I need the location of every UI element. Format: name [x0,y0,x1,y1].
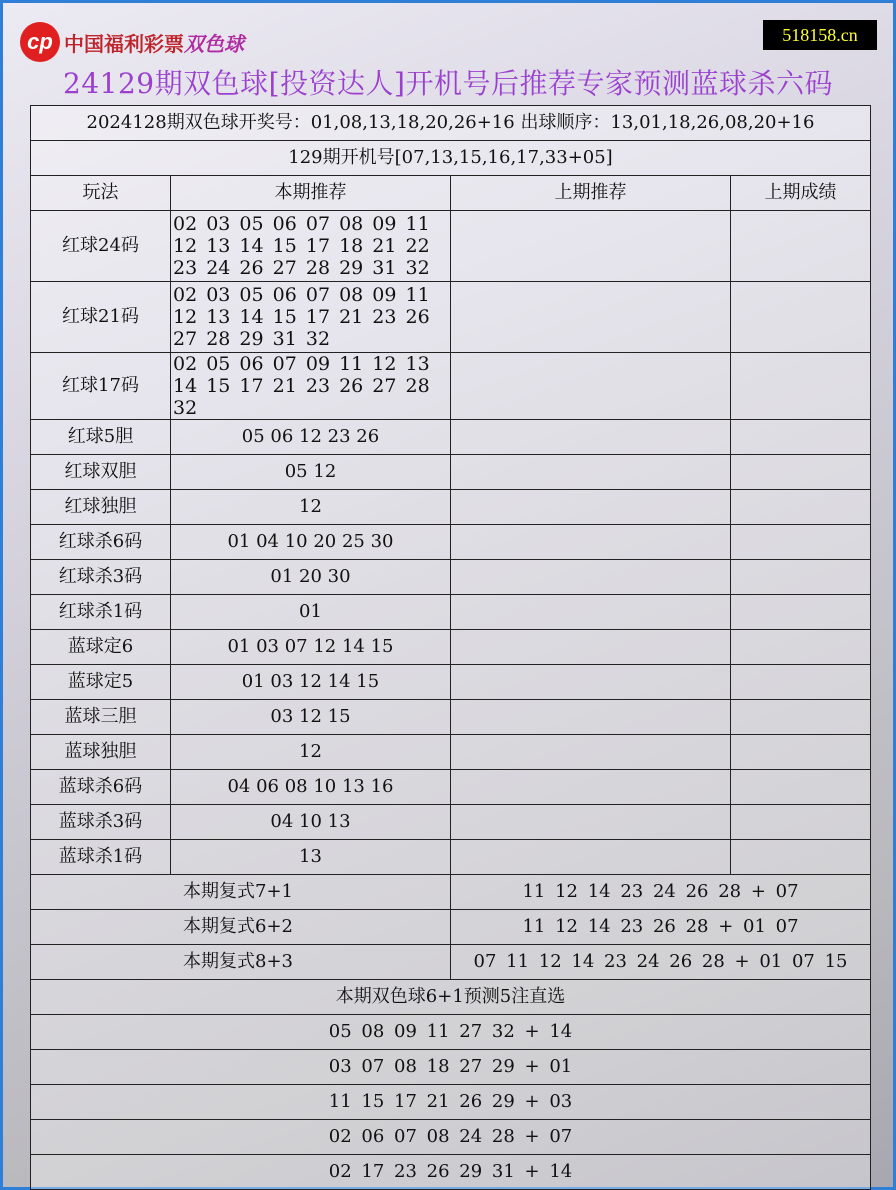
play-label: 蓝球杀6码 [31,770,171,805]
previous-recommendation [451,595,731,630]
compound-value: 11 12 14 23 24 26 28 + 07 [451,875,871,910]
table-row [31,630,871,665]
previous-result [731,560,871,595]
previous-recommendation [451,770,731,805]
header-cell: 上期推荐 [451,176,731,211]
previous-recommendation [451,630,731,665]
previous-result [731,805,871,840]
previous-result [731,525,871,560]
pick-row [31,1120,871,1155]
compound-label: 本期复式8+3 [31,945,451,980]
previous-result [731,353,871,420]
previous-recommendation [451,840,731,875]
pick-numbers: 05 08 09 11 27 32 + 14 [31,1015,871,1050]
header-cell: 本期推荐 [171,176,451,211]
logo-highlight: 双色球 [184,33,244,56]
pick-row [31,1085,871,1120]
play-label: 蓝球定6 [31,630,171,665]
header-cell: 上期成绩 [731,176,871,211]
machine-numbers: 129期开机号[07,13,15,16,17,33+05] [31,141,871,176]
header-row [31,176,871,211]
compound-row [31,910,871,945]
play-label: 红球21码 [31,282,171,353]
current-recommendation: 01 03 07 12 14 15 [171,630,451,665]
table-row [31,560,871,595]
current-recommendation: 02 03 05 06 07 08 09 11 12 13 14 15 17 18 21 22 23 24 26 27 28 29 31 32 [171,211,451,282]
previous-recommendation [451,665,731,700]
previous-result [731,211,871,282]
current-recommendation: 02 03 05 06 07 08 09 11 12 13 14 15 17 21 23 26 27 28 29 31 32 [171,282,451,353]
current-recommendation: 03 12 15 [171,700,451,735]
play-label: 红球5胆 [31,420,171,455]
play-label: 蓝球三胆 [31,700,171,735]
previous-recommendation [451,560,731,595]
previous-result [731,630,871,665]
prediction-table [30,105,871,1190]
previous-recommendation [451,490,731,525]
compound-value: 11 12 14 23 26 28 + 01 07 [451,910,871,945]
previous-result [731,595,871,630]
logo-text: 中国福利彩票 [64,33,184,56]
previous-recommendation [451,735,731,770]
previous-recommendation [451,211,731,282]
previous-result [731,665,871,700]
draw-info: 2024128期双色球开奖号：01,08,13,18,20,26+16 出球顺序：13,01,18,26,08,20+16 [31,106,871,141]
table-row [31,700,871,735]
pick-row [31,1015,871,1050]
previous-recommendation [451,525,731,560]
header-cell: 玩法 [31,176,171,211]
table-row [31,840,871,875]
play-label: 蓝球独胆 [31,735,171,770]
current-recommendation: 02 05 06 07 09 11 12 13 14 15 17 21 23 26 27 28 32 [171,353,451,420]
pick-row [31,1050,871,1085]
lottery-logo [20,22,244,62]
table-row [31,455,871,490]
previous-recommendation [451,420,731,455]
play-label: 蓝球杀1码 [31,840,171,875]
previous-recommendation [451,805,731,840]
compound-row [31,945,871,980]
current-recommendation: 05 12 [171,455,451,490]
table-row [31,595,871,630]
previous-recommendation [451,455,731,490]
current-recommendation: 01 03 12 14 15 [171,665,451,700]
current-recommendation: 05 06 12 23 26 [171,420,451,455]
table-row [31,282,871,353]
previous-result [731,770,871,805]
previous-result [731,490,871,525]
current-recommendation: 04 06 08 10 13 16 [171,770,451,805]
compound-label: 本期复式7+1 [31,875,451,910]
table-row [31,525,871,560]
play-label: 红球双胆 [31,455,171,490]
pick-numbers: 02 17 23 26 29 31 + 14 [31,1155,871,1190]
play-label: 蓝球杀3码 [31,805,171,840]
welfare-lottery-icon: cp [20,22,60,62]
previous-recommendation [451,282,731,353]
pick-row [31,1155,871,1190]
table-row [31,420,871,455]
table-row [31,353,871,420]
table-row [31,490,871,525]
previous-result [731,735,871,770]
table-row [31,735,871,770]
pick-numbers: 03 07 08 18 27 29 + 01 [31,1050,871,1085]
current-recommendation: 04 10 13 [171,805,451,840]
compound-value: 07 11 12 14 23 24 26 28 + 01 07 15 [451,945,871,980]
previous-recommendation [451,700,731,735]
pick-numbers: 02 06 07 08 24 28 + 07 [31,1120,871,1155]
previous-result [731,700,871,735]
previous-result [731,420,871,455]
site-badge[interactable]: 518158.cn [763,20,877,50]
play-label: 红球杀6码 [31,525,171,560]
page-title: 24129期双色球[投资达人]开机号后推荐专家预测蓝球杀六码 [63,67,833,100]
previous-recommendation [451,353,731,420]
table-row [31,665,871,700]
compound-label: 本期复式6+2 [31,910,451,945]
play-label: 蓝球定5 [31,665,171,700]
pick-numbers: 11 15 17 21 26 29 + 03 [31,1085,871,1120]
current-recommendation: 13 [171,840,451,875]
current-recommendation: 01 20 30 [171,560,451,595]
current-recommendation: 01 04 10 20 25 30 [171,525,451,560]
previous-result [731,455,871,490]
play-label: 红球24码 [31,211,171,282]
table-row [31,211,871,282]
play-label: 红球17码 [31,353,171,420]
previous-result [731,840,871,875]
compound-row [31,875,871,910]
current-recommendation: 12 [171,735,451,770]
play-label: 红球杀3码 [31,560,171,595]
previous-result [731,282,871,353]
table-row [31,770,871,805]
table-row [31,805,871,840]
current-recommendation: 12 [171,490,451,525]
picks-title: 本期双色球6+1预测5注直选 [31,980,871,1015]
play-label: 红球杀1码 [31,595,171,630]
current-recommendation: 01 [171,595,451,630]
play-label: 红球独胆 [31,490,171,525]
